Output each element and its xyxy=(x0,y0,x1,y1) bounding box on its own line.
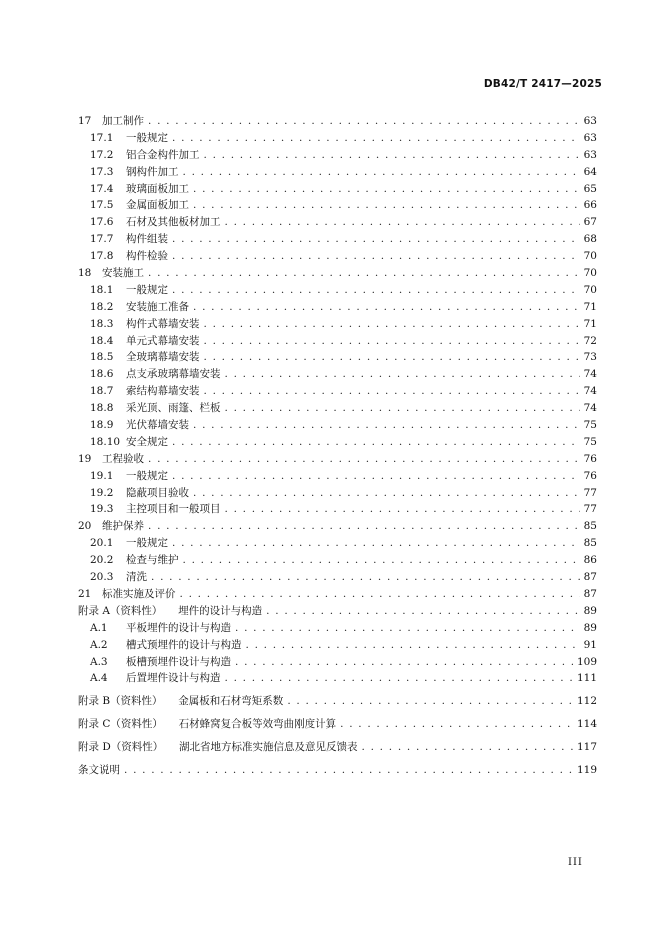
toc-entry-page: 77 xyxy=(583,486,597,499)
toc-entry-number: 20.2 xyxy=(90,554,114,567)
toc-entry-title: 附录 A（资料性） 埋件的设计与构造 xyxy=(78,604,263,617)
toc-leader-dots xyxy=(172,284,580,296)
toc-entry-page: 75 xyxy=(583,435,597,448)
toc-entry-page: 75 xyxy=(583,419,597,432)
toc-entry-title: 槽式预埋件的设计与构造 xyxy=(126,638,242,651)
toc-entry-number: 19.2 xyxy=(90,486,114,499)
toc-entry-number: 19.1 xyxy=(90,469,114,482)
toc-entry-number: 18.10 xyxy=(90,435,121,448)
toc-entry-number: 17.1 xyxy=(90,131,114,144)
toc-entry[interactable] xyxy=(78,518,597,535)
toc-entry-page: 72 xyxy=(583,334,597,347)
toc-leader-dots xyxy=(193,487,580,499)
toc-entry[interactable] xyxy=(78,762,597,779)
toc-entry-page: 89 xyxy=(583,621,597,634)
toc-entry-page: 89 xyxy=(583,604,597,617)
toc-leader-dots xyxy=(172,233,580,245)
toc-leader-dots xyxy=(235,656,573,668)
toc-entry-page: 71 xyxy=(583,317,597,330)
toc-entry-title: 一般规定 xyxy=(126,537,168,550)
toc-leader-dots xyxy=(180,588,580,600)
toc-entry[interactable] xyxy=(78,299,597,316)
toc-entry-page: 74 xyxy=(583,385,597,398)
toc-entry-title: 工程验收 xyxy=(102,452,144,465)
toc-entry-title: 铝合金构件加工 xyxy=(126,148,200,161)
toc-entry-page: 70 xyxy=(583,267,597,280)
toc-leader-dots xyxy=(362,741,573,753)
toc-entry-number: 19 xyxy=(78,452,92,465)
toc-entry-title: 一般规定 xyxy=(126,283,168,296)
toc-entry-title: 玻璃面板加工 xyxy=(126,182,189,195)
toc-leader-dots xyxy=(148,453,580,465)
toc-entry[interactable] xyxy=(78,333,597,350)
standard-code: DB42/T 2417—2025 xyxy=(483,78,602,90)
toc-entry-title: 钢构件加工 xyxy=(126,165,179,178)
toc-entry-number: 18 xyxy=(78,267,92,280)
toc-entry[interactable] xyxy=(78,637,597,654)
toc-entry[interactable] xyxy=(78,485,597,502)
toc-entry-title: 附录 B（资料性） 金属板和石材弯矩系数 xyxy=(78,695,284,708)
toc-entry-title: 清洗 xyxy=(126,571,147,584)
toc-entry-title: 条文说明 xyxy=(78,763,120,776)
toc-entry-page: 91 xyxy=(583,638,597,651)
toc-leader-dots xyxy=(151,571,580,583)
toc-entry[interactable] xyxy=(78,231,597,248)
toc-leader-dots xyxy=(225,216,580,228)
toc-entry-page: 87 xyxy=(583,571,597,584)
toc-leader-dots xyxy=(266,605,579,617)
toc-leader-dots xyxy=(193,301,580,313)
page-number: III xyxy=(568,857,583,868)
toc-entry-title: 隐蔽项目验收 xyxy=(126,486,189,499)
toc-entry-number: A.2 xyxy=(90,638,108,651)
toc-leader-dots xyxy=(287,695,573,707)
toc-entry[interactable] xyxy=(78,552,597,569)
toc-entry-number: 20.3 xyxy=(90,571,114,584)
toc-entry-number: A.1 xyxy=(90,621,108,634)
toc-leader-dots xyxy=(225,503,580,515)
toc-entry-title: 金属面板加工 xyxy=(126,199,189,212)
toc-entry-number: 17.3 xyxy=(90,165,114,178)
toc-entry-page: 74 xyxy=(583,368,597,381)
toc-entry[interactable] xyxy=(78,282,597,299)
toc-entry-number: 18.3 xyxy=(90,317,114,330)
toc-entry[interactable] xyxy=(78,214,597,231)
toc-entry[interactable] xyxy=(78,383,597,400)
toc-entry-page: 63 xyxy=(583,115,597,127)
toc-entry-title: 安全规定 xyxy=(126,435,168,448)
toc-entry-title: 一般规定 xyxy=(126,469,168,482)
toc-entry-title: 采光顶、雨篷、栏板 xyxy=(126,402,221,415)
table-of-contents xyxy=(78,113,597,779)
toc-entry-number: 20.1 xyxy=(90,537,114,550)
toc-entry-title: 标准实施及评价 xyxy=(102,587,176,600)
toc-entry-number: 18.5 xyxy=(90,351,114,364)
toc-entry-title: 主控项目和一般项目 xyxy=(126,503,221,516)
toc-leader-dots xyxy=(172,436,580,448)
toc-entry[interactable] xyxy=(78,501,597,518)
toc-entry-page: 119 xyxy=(576,763,597,776)
toc-entry-title: 加工制作 xyxy=(102,115,144,127)
toc-leader-dots xyxy=(148,267,580,279)
toc-leader-dots xyxy=(193,199,580,211)
toc-entry-title: 构件检验 xyxy=(126,250,168,263)
toc-entry-number: 21 xyxy=(78,587,92,600)
toc-leader-dots xyxy=(183,554,580,566)
toc-entry[interactable] xyxy=(78,451,597,468)
toc-entry-page: 63 xyxy=(583,131,597,144)
toc-leader-dots xyxy=(204,385,580,397)
toc-entry[interactable] xyxy=(78,417,597,434)
toc-entry-page: 64 xyxy=(583,165,597,178)
toc-leader-dots xyxy=(225,672,573,684)
toc-leader-dots xyxy=(340,718,573,730)
toc-entry-number: 17.2 xyxy=(90,148,114,161)
toc-entry-title: 附录 C（资料性） 石材蜂窝复合板等效弯曲刚度计算 xyxy=(78,718,337,731)
toc-leader-dots xyxy=(148,115,580,127)
toc-entry-page: 70 xyxy=(583,250,597,263)
toc-entry-page: 114 xyxy=(576,718,597,731)
toc-entry-title: 后置埋件设计与构造 xyxy=(126,672,221,685)
toc-entry[interactable] xyxy=(78,670,597,687)
toc-entry[interactable] xyxy=(78,181,597,198)
toc-entry-number: 17.8 xyxy=(90,250,114,263)
toc-entry[interactable] xyxy=(78,693,597,710)
toc-entry-title: 全玻璃幕墙安装 xyxy=(126,351,200,364)
toc-entry[interactable] xyxy=(78,535,597,552)
toc-entry-page: 71 xyxy=(583,300,597,313)
toc-entry-number: 20 xyxy=(78,520,92,533)
toc-entry[interactable] xyxy=(78,569,597,586)
toc-entry-number: 18.8 xyxy=(90,402,114,415)
toc-entry-number: 19.3 xyxy=(90,503,114,516)
toc-leader-dots xyxy=(235,622,580,634)
toc-leader-dots xyxy=(204,351,580,363)
toc-entry-number: 18.6 xyxy=(90,368,114,381)
toc-entry-page: 76 xyxy=(583,469,597,482)
toc-entry-page: 85 xyxy=(583,520,597,533)
toc-leader-dots xyxy=(225,368,580,380)
toc-entry-page: 112 xyxy=(576,695,597,708)
toc-leader-dots xyxy=(225,402,580,414)
toc-entry[interactable] xyxy=(78,739,597,756)
toc-leader-dots xyxy=(172,470,580,482)
toc-entry-title: 点支承玻璃幕墙安装 xyxy=(126,368,221,381)
toc-entry-page: 111 xyxy=(576,672,597,685)
toc-leader-dots xyxy=(172,537,580,549)
toc-entry[interactable] xyxy=(78,586,597,603)
toc-entry-number: 17.4 xyxy=(90,182,114,195)
toc-entry-title: 板槽预埋件设计与构造 xyxy=(126,655,231,668)
toc-entry-number: 18.9 xyxy=(90,419,114,432)
toc-entry-title: 安装施工准备 xyxy=(126,300,189,313)
toc-leader-dots xyxy=(193,419,580,431)
toc-entry-number: 18.2 xyxy=(90,300,114,313)
toc-entry-number: 17.7 xyxy=(90,233,114,246)
toc-entry-page: 70 xyxy=(583,283,597,296)
toc-entry-page: 77 xyxy=(583,503,597,516)
toc-entry[interactable] xyxy=(78,265,597,282)
toc-entry-number: 18.4 xyxy=(90,334,114,347)
toc-entry[interactable] xyxy=(78,654,597,671)
toc-entry[interactable] xyxy=(78,620,597,637)
toc-entry-title: 构件组装 xyxy=(126,233,168,246)
toc-entry-title: 检查与维护 xyxy=(126,554,179,567)
toc-entry-title: 一般规定 xyxy=(126,131,168,144)
toc-entry[interactable] xyxy=(78,248,597,265)
toc-entry[interactable] xyxy=(78,400,597,417)
toc-entry-page: 76 xyxy=(583,452,597,465)
toc-entry[interactable] xyxy=(78,130,597,147)
toc-entry-number: 17 xyxy=(78,115,92,127)
toc-entry-title: 光伏幕墙安装 xyxy=(126,419,189,432)
toc-entry-page: 87 xyxy=(583,587,597,600)
toc-leader-dots xyxy=(204,318,580,330)
toc-entry-page: 63 xyxy=(583,148,597,161)
toc-entry-number: 17.5 xyxy=(90,199,114,212)
toc-entry-number: 18.1 xyxy=(90,283,114,296)
toc-entry-title: 平板埋件的设计与构造 xyxy=(126,621,231,634)
toc-entry-number: 17.6 xyxy=(90,216,114,229)
toc-entry[interactable] xyxy=(78,147,597,164)
toc-leader-dots xyxy=(183,166,580,178)
toc-entry[interactable] xyxy=(78,716,597,733)
toc-leader-dots xyxy=(204,335,580,347)
toc-leader-dots xyxy=(193,183,580,195)
toc-entry-title: 石材及其他板材加工 xyxy=(126,216,221,229)
toc-entry-title: 单元式幕墙安装 xyxy=(126,334,200,347)
toc-entry-number: A.3 xyxy=(90,655,108,668)
toc-entry-page: 74 xyxy=(583,402,597,415)
toc-entry-page: 86 xyxy=(583,554,597,567)
toc-entry[interactable] xyxy=(78,349,597,366)
toc-entry-title: 索结构幕墙安装 xyxy=(126,385,200,398)
toc-entry-page: 117 xyxy=(576,741,597,754)
toc-entry-page: 66 xyxy=(583,199,597,212)
toc-entry-page: 109 xyxy=(576,655,597,668)
toc-entry[interactable] xyxy=(78,603,597,620)
toc-leader-dots xyxy=(204,149,580,161)
toc-entry-title: 维护保养 xyxy=(102,520,144,533)
toc-entry-page: 68 xyxy=(583,233,597,246)
toc-entry[interactable] xyxy=(78,164,597,181)
toc-leader-dots xyxy=(172,250,580,262)
toc-entry[interactable] xyxy=(78,468,597,485)
toc-entry-title: 构件式幕墙安装 xyxy=(126,317,200,330)
toc-entry[interactable] xyxy=(78,434,597,451)
toc-leader-dots xyxy=(246,639,580,651)
toc-entry-page: 67 xyxy=(583,216,597,229)
toc-entry-number: 18.7 xyxy=(90,385,114,398)
toc-entry[interactable] xyxy=(78,316,597,333)
toc-entry-title: 附录 D（资料性） 湖北省地方标准实施信息及意见反馈表 xyxy=(78,741,358,754)
toc-entry-number: A.4 xyxy=(90,672,108,685)
toc-entry-title: 安装施工 xyxy=(102,267,144,280)
toc-entry[interactable] xyxy=(78,197,597,214)
toc-entry-page: 85 xyxy=(583,537,597,550)
toc-leader-dots xyxy=(148,520,580,532)
toc-leader-dots xyxy=(172,132,580,144)
toc-entry-page: 73 xyxy=(583,351,597,364)
toc-entry-page: 65 xyxy=(583,182,597,195)
toc-entry[interactable] xyxy=(78,113,597,130)
toc-leader-dots xyxy=(124,764,573,776)
toc-entry[interactable] xyxy=(78,366,597,383)
